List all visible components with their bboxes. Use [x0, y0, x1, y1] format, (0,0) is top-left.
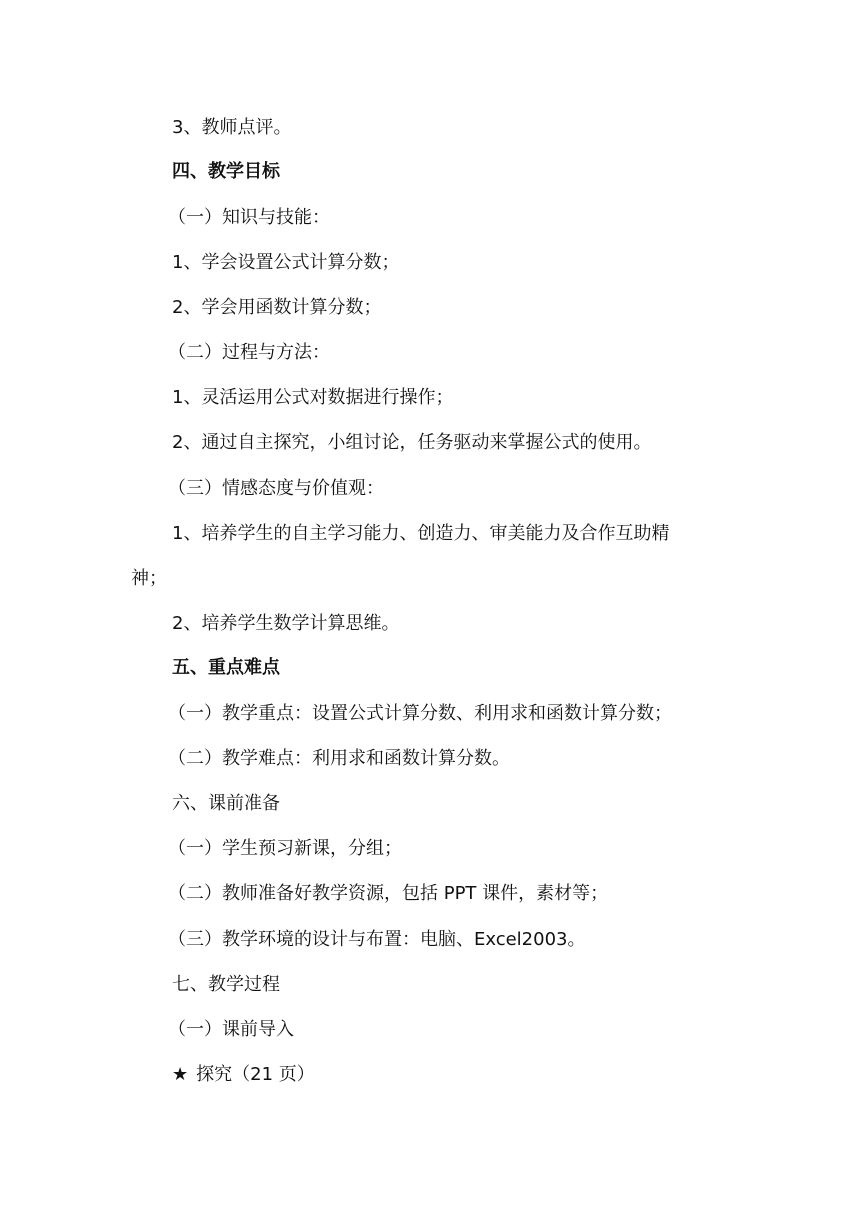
text-line: 3、教师点评。	[172, 117, 292, 138]
text-line: （二）教学难点：利用求和函数计算分数。	[168, 748, 510, 769]
text-line-with-star	[172, 1063, 315, 1087]
text-line: （三）教学环境的设计与布置：电脑、Excel2003。	[168, 929, 586, 950]
section-heading: 七、教学过程	[172, 974, 280, 995]
subsection-heading: （二）过程与方法：	[168, 342, 330, 363]
text-line: （一）学生预习新课，分组；	[168, 838, 402, 859]
text-line: 2、学会用函数计算分数；	[172, 297, 382, 318]
section-heading: 六、课前准备	[172, 793, 280, 814]
subsection-heading: （一）知识与技能：	[168, 207, 330, 228]
text-line: 1、学会设置公式计算分数；	[172, 252, 400, 273]
subsection-heading: （三）情感态度与价值观：	[168, 478, 384, 499]
text-line: 2、通过自主探究，小组讨论，任务驱动来掌握公式的使用。	[172, 432, 652, 453]
text-line: 1、培养学生的自主学习能力、创造力、审美能力及合作互助精	[172, 523, 670, 544]
text-line-label: 探究（21 页）	[196, 1064, 315, 1085]
section-heading: 五、重点难点	[172, 657, 280, 678]
text-line: （一）教学重点：设置公式计算分数、利用求和函数计算分数；	[168, 703, 672, 724]
subsection-heading: （一）课前导入	[168, 1019, 294, 1040]
section-heading: 四、教学目标	[172, 161, 280, 182]
text-line: （二）教师准备好教学资源，包括 PPT 课件，素材等；	[168, 883, 609, 904]
star-icon: ★	[172, 1064, 189, 1085]
text-line: 1、灵活运用公式对数据进行操作；	[172, 387, 454, 408]
text-line: 2、培养学生数学计算思维。	[172, 613, 400, 634]
text-line-continuation: 神；	[131, 568, 167, 589]
